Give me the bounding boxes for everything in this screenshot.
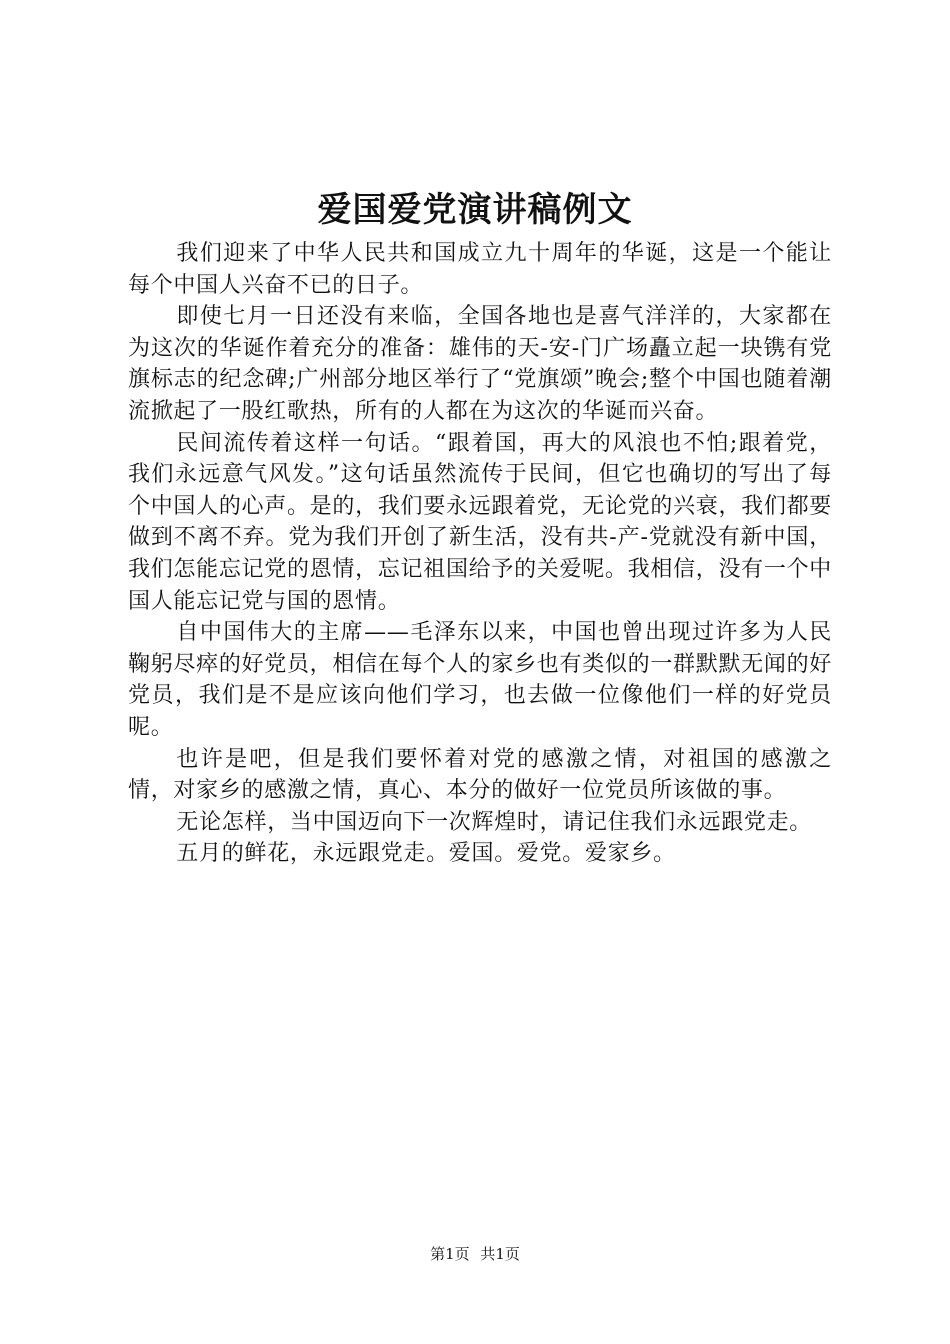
document-body: [128, 238, 832, 870]
page-number: 第1页: [430, 1245, 470, 1263]
paragraph: 无论怎样，当中国迈向下一次辉煌时，请记住我们永远跟党走。: [176, 809, 812, 835]
page-total: 共1页: [480, 1245, 520, 1263]
paragraph: 我们迎来了中华人民共和国成立九十周年的华诞，这是一个能让每个中国人兴奋不已的日子。: [128, 241, 832, 298]
document-title: 爱国爱党演讲稿例文: [317, 190, 633, 230]
paragraph: 五月的鲜花，永远跟党走。爱国。爱党。爱家乡。: [176, 841, 676, 867]
paragraph: 即使七月一日还没有来临，全国各地也是喜气洋洋的，大家都在为这次的华诞作着充分的准备：雄伟的天-安-门广场矗立起一块镌有党旗标志的纪念碑;广州部分地区举行了“党旗颂”晚会;整个中国也随着潮流掀起了一股红歌热，所有的人都在为这次的华诞而兴奋。: [128, 304, 832, 424]
page-footer: [0, 1244, 950, 1264]
paragraph: 自中国伟大的主席——毛泽东以来，中国也曾出现过许多为人民鞠躬尽瘁的好党员，相信在每个人的家乡也有类似的一群默默无闻的好党员，我们是不是应该向他们学习，也去做一位像他们一样的好党员呢。: [128, 620, 832, 740]
paragraph: 也许是吧，但是我们要怀着对党的感激之情，对祖国的感激之情，对家乡的感激之情，真心、本分的做好一位党员所该做的事。: [128, 746, 832, 804]
paragraph: 民间流传着这样一句话。“跟着国，再大的风浪也不怕;跟着党，我们永远意气风发。”这句话虽然流传于民间，但它也确切的写出了每个中国人的心声。是的，我们要永远跟着党，无论党的兴衰，我们都要做到不离不弃。党为我们开创了新生活，没有共-产-党就没有新中国，我们怎能忘记党的恩情，忘记祖国给予的关爱呢。我相信，没有一个中国人能忘记党与国的恩情。: [128, 430, 832, 614]
